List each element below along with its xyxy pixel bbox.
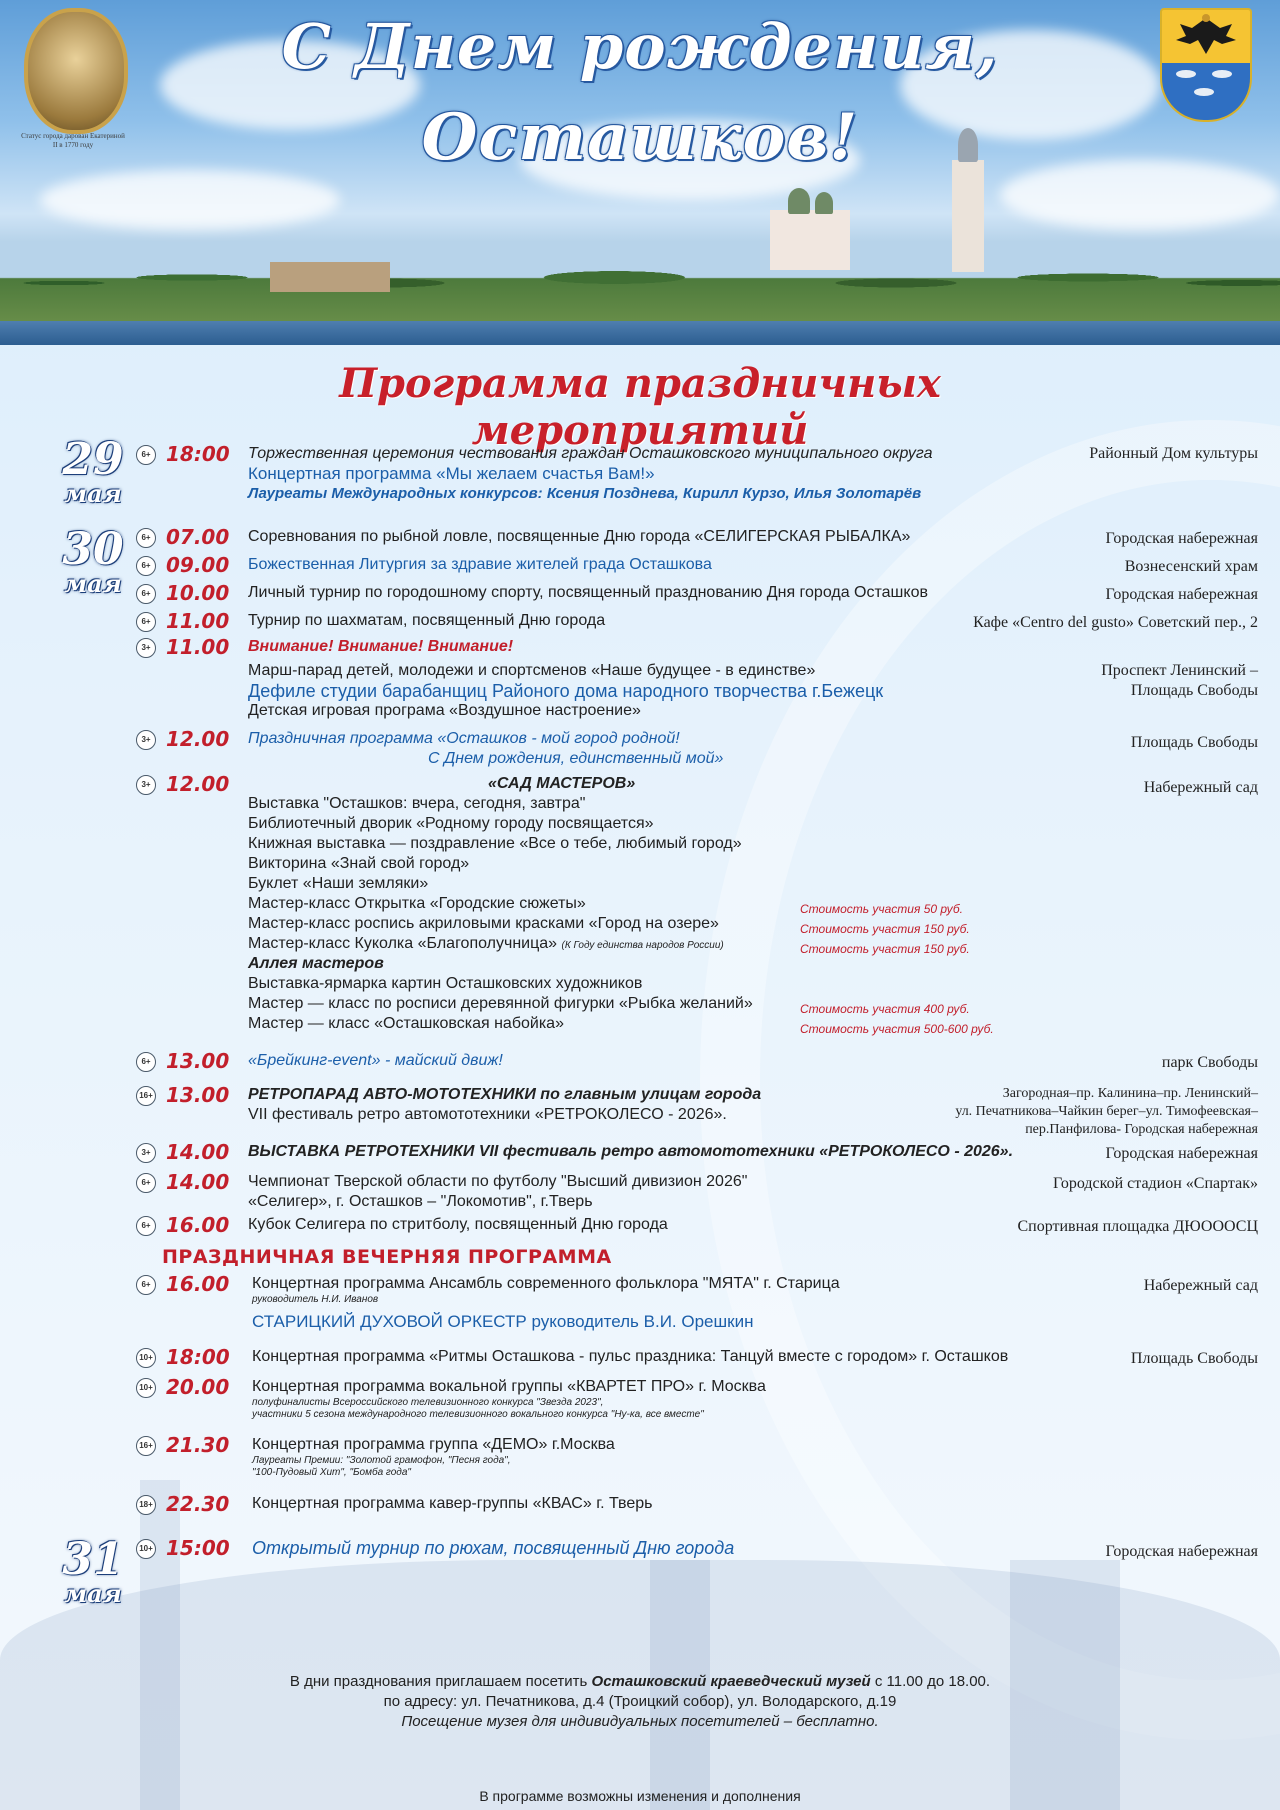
- event-time: 14.00: [166, 1140, 230, 1164]
- event-line: Выставка-ярмарка картин Осташковских художников: [248, 975, 643, 992]
- event-line: участники 5 сезона международного телевизионного вокального конкурса "Ну-ка, все вместе": [252, 1409, 704, 1420]
- event-time: 18:00: [166, 442, 230, 466]
- event-place: Набережный сад: [1143, 1277, 1258, 1294]
- event-line: Аллея мастеров: [248, 955, 384, 972]
- date-day: 30: [62, 524, 124, 575]
- event-time: 11.00: [166, 635, 230, 659]
- event-line: полуфиналисты Всероссийского телевизионного конкурса "Звезда 2023",: [252, 1397, 604, 1408]
- event-line: Мастер — класс «Осташковская набойка»: [248, 1015, 564, 1032]
- event-time: 16.00: [166, 1272, 230, 1296]
- event-line: Марш-парад детей, молодежи и спортсменов «Наше будущее - в единстве»: [248, 662, 816, 679]
- age-rating-badge: 6+: [136, 1216, 156, 1236]
- price-label: Стоимость участия 150 руб.: [800, 922, 970, 936]
- event-line: VII фестиваль ретро автомототехники «РЕТРОКОЛЕСО - 2026».: [248, 1106, 727, 1123]
- date-badge-31: [50, 1534, 136, 1608]
- event-line: Библиотечный дворик «Родному городу посвящается»: [248, 815, 654, 832]
- event-place: парк Свободы: [1161, 1054, 1258, 1071]
- event-line: Кубок Селигера по стритболу, посвященный Дню города: [248, 1216, 668, 1233]
- event-line: "100-Пудовый Хит", "Бомба года": [252, 1467, 411, 1478]
- event-time: 10.00: [166, 581, 230, 605]
- event-line: Божественная Литургия за здравие жителей града Осташкова: [248, 556, 712, 573]
- event-line: руководитель Н.И. Иванов: [252, 1294, 379, 1305]
- double-eagle-icon: [1162, 10, 1250, 62]
- age-rating-badge: 6+: [136, 528, 156, 548]
- event-time: 12.00: [166, 772, 230, 796]
- event-time: 15:00: [166, 1536, 230, 1560]
- age-rating-badge: 6+: [136, 556, 156, 576]
- date-day: 29: [62, 434, 124, 485]
- age-rating-badge: 3+: [136, 730, 156, 750]
- event-line: Дефиле студии барабанщиц Районого дома народного творчества г.Бежецк: [248, 681, 884, 701]
- event-place: Загородная–пр. Калинина–пр. Ленинский– ул. Печатникова–Чайкин берег–ул. Тимофеевская– пер.Панфилова- Городская набережная: [955, 1086, 1258, 1137]
- museum-address: по адресу: ул. Печатникова, д.4 (Троицкий собор), ул. Володарского, д.19: [383, 1693, 897, 1710]
- event-place: Городская набережная: [1105, 1543, 1258, 1560]
- date-month: мая: [64, 479, 122, 508]
- event-line: Открытый турнир по рюхам, посвященный Дню города: [252, 1538, 735, 1558]
- event-line: Соревнования по рыбной ловле, посвященные Дню города «СЕЛИГЕРСКАЯ РЫБАЛКА»: [248, 528, 911, 545]
- date-month: мая: [64, 569, 122, 598]
- event-description: [252, 1347, 1012, 1367]
- footer-text: В дни празднования приглашаем посетить: [289, 1673, 592, 1690]
- price-label: Стоимость участия 150 руб.: [800, 942, 970, 956]
- event-description: [248, 729, 1008, 769]
- event-place: Кафе «Centro del gusto» Советский пер., 2: [973, 614, 1258, 631]
- event-description: [248, 1051, 1008, 1071]
- event-line: Викторина «Знай свой город»: [248, 855, 470, 872]
- event-line: Концертная программа кавер-группы «КВАС» г. Тверь: [252, 1495, 653, 1512]
- event-description: [252, 1274, 1012, 1332]
- event-line: Мастер-класс Открытка «Городские сюжеты»: [248, 895, 586, 912]
- event-time: 13.00: [166, 1049, 230, 1073]
- church-building: [770, 210, 850, 270]
- event-line: Выставка "Осташков: вчера, сегодня, завтра": [248, 795, 586, 812]
- program-subtitle: Программа праздничных мероприятий: [339, 360, 941, 454]
- event-description: [248, 555, 1008, 575]
- event-description: [248, 1172, 1008, 1212]
- event-line: Лауреаты Международных конкурсов: Ксения Позднева, Кирилл Курзо, Илья Золотарёв: [248, 485, 922, 502]
- age-rating-badge: 6+: [136, 612, 156, 632]
- event-time: 09.00: [166, 553, 230, 577]
- event-description: [248, 527, 1008, 547]
- event-line: «Селигер», г. Осташков – "Локомотив", г.Тверь: [248, 1193, 593, 1210]
- event-time: 12.00: [166, 727, 230, 751]
- event-line: Концертная программа «Мы желаем счастья Вам!»: [248, 464, 655, 483]
- event-place: Городская набережная: [1105, 1145, 1258, 1162]
- event-time: 16.00: [166, 1213, 230, 1237]
- price-label: Стоимость участия 400 руб.: [800, 1002, 970, 1016]
- event-place: Городская набережная: [1105, 586, 1258, 603]
- event-place: Вознесенский храм: [1124, 558, 1258, 575]
- event-place: Спортивная площадка ДЮОООСЦ: [1017, 1218, 1258, 1235]
- age-rating-badge: 6+: [136, 1052, 156, 1072]
- event-line: Концертная программа группа «ДЕМО» г.Москва: [252, 1436, 615, 1453]
- date-badge-30: [50, 524, 136, 598]
- event-note: (К Году единства народов России): [561, 940, 724, 951]
- event-line: ВЫСТАВКА РЕТРОТЕХНИКИ VII фестиваль ретро автомототехники «РЕТРОКОЛЕСО - 2026».: [248, 1143, 1014, 1160]
- age-rating-badge: 3+: [136, 638, 156, 658]
- museum-info: [200, 1672, 1080, 1732]
- event-line: Лауреаты Премии: "Золотой грамофон, "Песня года",: [252, 1455, 511, 1466]
- event-line: «САД МАСТЕРОВ»: [488, 775, 636, 792]
- header-banner: [0, 0, 1280, 345]
- lake: [0, 321, 1280, 345]
- event-line: Чемпионат Тверской области по футболу "Высший дивизион 2026": [248, 1173, 748, 1190]
- price-label: Стоимость участия 50 руб.: [800, 902, 964, 916]
- event-line: Турнир по шахматам, посвященный Дню города: [248, 612, 606, 629]
- event-line: Концертная программа вокальной группы «КВАРТЕТ ПРО» г. Москва: [252, 1378, 766, 1395]
- event-description: [252, 1435, 1012, 1479]
- age-rating-badge: 18+: [136, 1495, 156, 1515]
- event-description: [248, 1142, 1014, 1162]
- event-line: СТАРИЦКИЙ ДУХОВОЙ ОРКЕСТР руководитель В.И. Орешкин: [252, 1312, 754, 1331]
- event-line: «Брейкинг-event» - майский движ!: [248, 1052, 503, 1069]
- price-label: Стоимость участия 500-600 руб.: [800, 1022, 994, 1036]
- age-rating-badge: 10+: [136, 1348, 156, 1368]
- event-description: [252, 1538, 1012, 1558]
- museum-name: Осташковский краеведческий музей: [591, 1673, 871, 1690]
- event-description: [248, 637, 1008, 721]
- age-rating-badge: 16+: [136, 1436, 156, 1456]
- event-line: Концертная программа «Ритмы Осташкова - пульс праздника: Танцуй вместе с городом» г. Осташков: [252, 1348, 1009, 1365]
- evening-program-title: ПРАЗДНИЧНАЯ ВЕЧЕРНЯЯ ПРОГРАММА: [162, 1246, 612, 1268]
- event-time: 07.00: [166, 525, 230, 549]
- treeline: [0, 217, 1280, 327]
- event-line: Мастер — класс по росписи деревянной фигурки «Рыбка желаний»: [248, 995, 753, 1012]
- museum-free-entry: Посещение музея для индивидуальных посетителей – бесплатно.: [401, 1713, 879, 1730]
- event-place: Площадь Свободы: [1130, 734, 1258, 751]
- event-line: С Днем рождения, единственный мой»: [428, 750, 724, 767]
- banner-title-line1: С Днем рождения,: [281, 10, 999, 83]
- event-line: Личный турнир по городошному спорту, посвященный празднованию Дня города Осташков: [248, 584, 928, 601]
- event-place: Районный Дом культуры: [1089, 445, 1258, 462]
- age-rating-badge: 16+: [136, 1086, 156, 1106]
- event-line: Мастер-класс роспись акриловыми красками «Город на озере»: [248, 915, 719, 932]
- coat-of-arms: [1160, 8, 1252, 122]
- event-line: Книжная выставка — поздравление «Все о тебе, любимый город»: [248, 835, 742, 852]
- museum-line1: [200, 1672, 1080, 1692]
- event-line: Праздничная программа «Осташков - мой город родной!: [248, 730, 680, 747]
- event-description: [252, 1377, 1012, 1421]
- event-line: Внимание! Внимание! Внимание!: [248, 638, 514, 655]
- bell-tower: [952, 160, 984, 272]
- event-description: [248, 444, 1008, 504]
- event-description: [248, 1215, 1008, 1235]
- event-place: Городская набережная: [1105, 530, 1258, 547]
- age-rating-badge: 6+: [136, 584, 156, 604]
- event-line: Мастер-класс Куколка «Благополучница»: [248, 935, 558, 952]
- event-time: 11.00: [166, 609, 230, 633]
- event-place: Площадь Свободы: [1130, 1350, 1258, 1367]
- event-time: 20.00: [166, 1375, 230, 1399]
- banner-title-line2: Осташков!: [421, 100, 859, 175]
- age-rating-badge: 6+: [136, 445, 156, 465]
- age-rating-badge: 3+: [136, 1143, 156, 1163]
- event-place: Проспект Ленинский – Площадь Свободы: [1101, 662, 1258, 699]
- age-rating-badge: 6+: [136, 1275, 156, 1295]
- event-line: РЕТРОПАРАД АВТО-МОТОТЕХНИКИ по главным улицам города: [248, 1086, 762, 1103]
- event-time: 13.00: [166, 1083, 230, 1107]
- changes-note: В программе возможны изменения и дополнения: [479, 1788, 801, 1804]
- age-rating-badge: 6+: [136, 1173, 156, 1193]
- age-rating-badge: 10+: [136, 1539, 156, 1559]
- event-time: 18:00: [166, 1345, 230, 1369]
- event-place: Набережный сад: [1143, 779, 1258, 796]
- date-month: мая: [64, 1579, 122, 1608]
- event-line: Торжественная церемония чествования граждан Осташковского муниципального округа: [248, 445, 933, 462]
- portrait-caption: Статус города дарован Екатериной II в 1770 году: [21, 132, 125, 149]
- catherine-portrait: [24, 8, 128, 134]
- event-line: Концертная программа Ансамбль современного фольклора "МЯТА" г. Старица: [252, 1275, 840, 1292]
- event-line: Детская игровая програма «Воздушное настроение»: [248, 702, 641, 719]
- age-rating-badge: 10+: [136, 1378, 156, 1398]
- event-place: Городской стадион «Спартак»: [1053, 1175, 1258, 1192]
- event-description: [252, 1494, 1012, 1514]
- event-time: 21.30: [166, 1433, 230, 1457]
- event-time: 22.30: [166, 1492, 230, 1516]
- event-description: [248, 583, 1008, 603]
- date-day: 31: [62, 1534, 124, 1585]
- age-rating-badge: 3+: [136, 775, 156, 795]
- event-time: 14.00: [166, 1170, 230, 1194]
- event-line: Буклет «Наши земляки»: [248, 875, 429, 892]
- footer-text: с 11.00 до 18.00.: [870, 1673, 991, 1690]
- date-badge-29: [50, 434, 136, 508]
